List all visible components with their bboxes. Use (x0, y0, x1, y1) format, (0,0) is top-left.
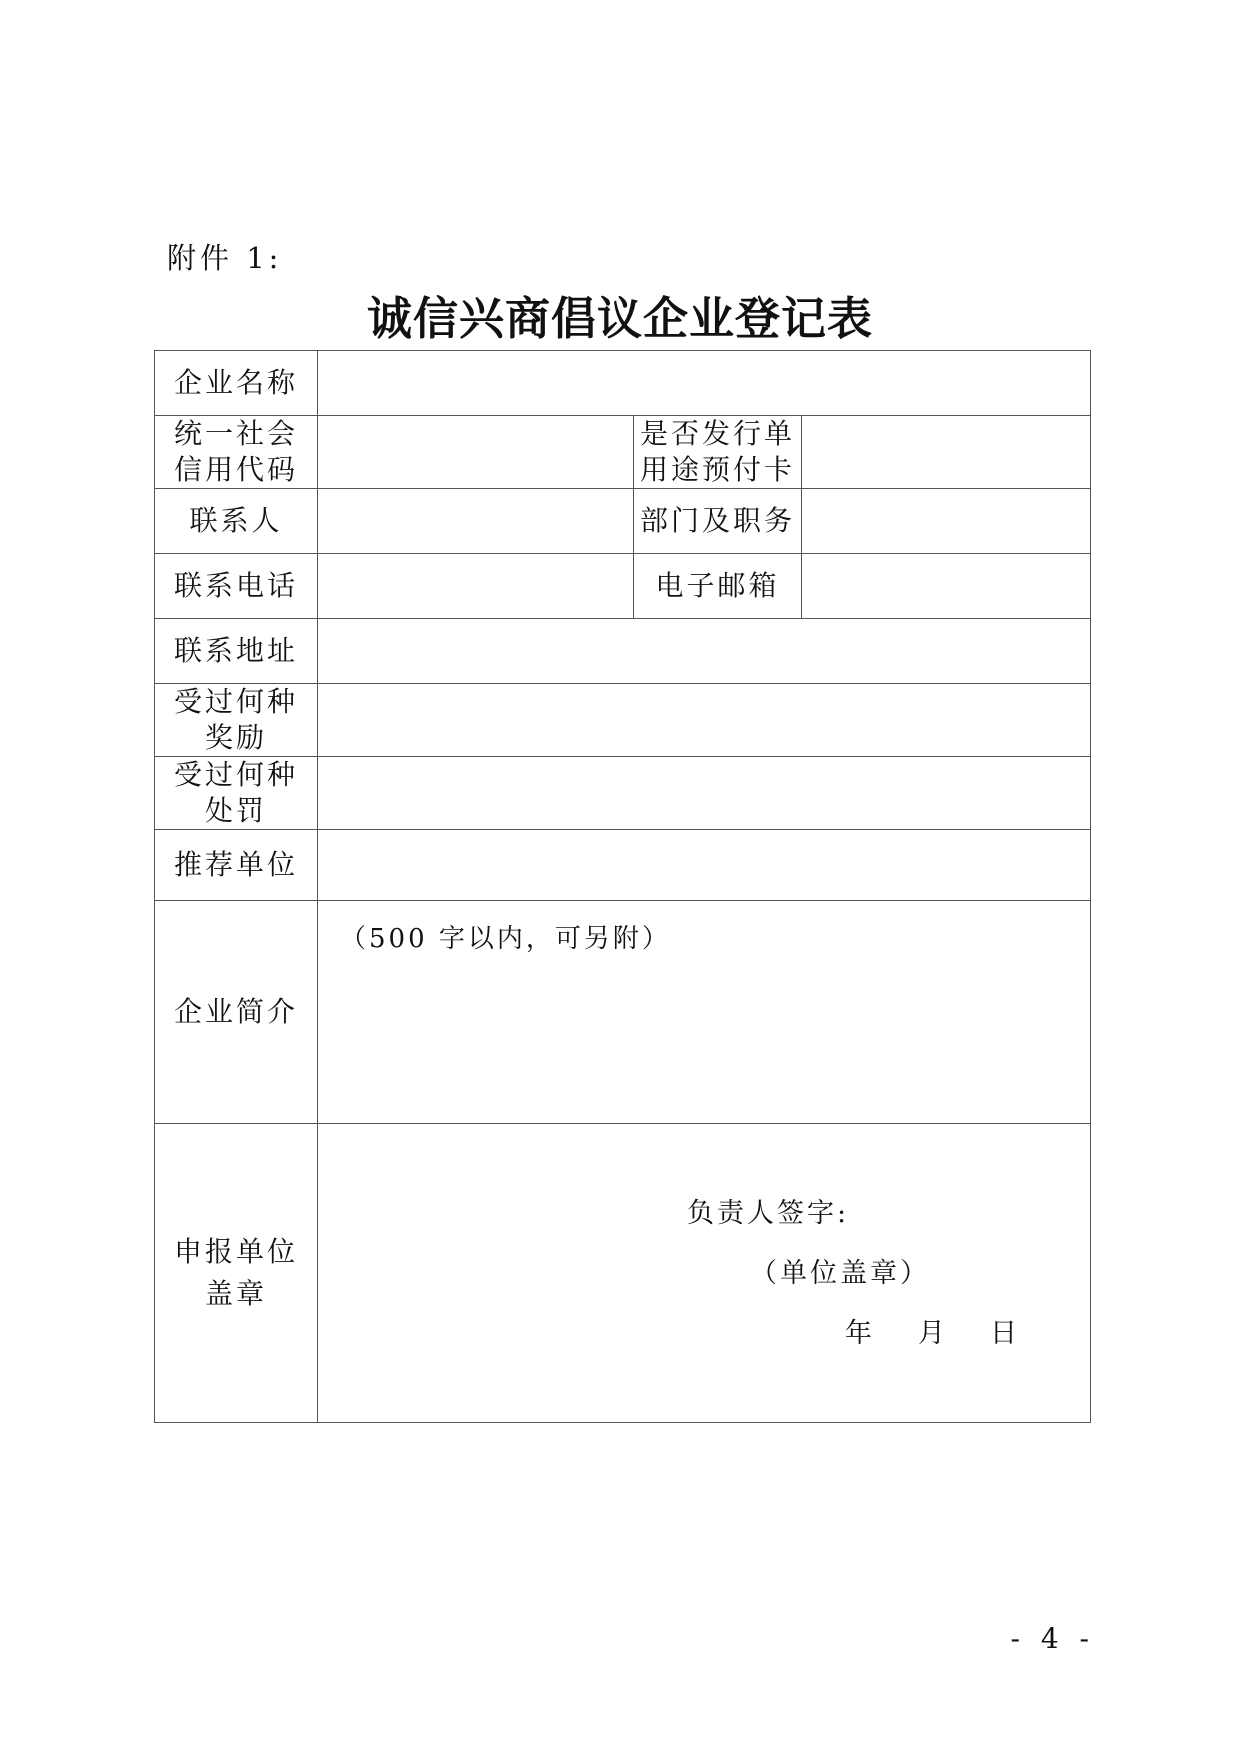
credit-code-field[interactable] (318, 416, 634, 489)
row-credit-code (155, 416, 1091, 489)
form-title: 诚信兴商倡议企业登记表 (366, 292, 873, 345)
credit-code-label-line1: 统一社会 (173, 417, 298, 450)
row-company-name (155, 351, 1091, 416)
company-name-field[interactable] (318, 351, 1091, 416)
date-year: 年 (845, 1318, 875, 1349)
dept-position-label: 部门及职务 (634, 489, 802, 554)
unit-seal-text: （单位盖章） (750, 1258, 930, 1289)
recommender-label: 推荐单位 (155, 830, 318, 901)
address-field[interactable] (318, 619, 1091, 684)
prepaid-card-label-line1: 是否发行单 (639, 417, 795, 450)
row-contact-person (155, 489, 1091, 554)
seal-field[interactable] (318, 1124, 1091, 1423)
address-label: 联系地址 (155, 619, 318, 684)
prepaid-card-label-line2: 用途预付卡 (639, 453, 795, 486)
signature-text: 负责人签字: (687, 1198, 850, 1229)
penalties-field[interactable] (318, 757, 1091, 830)
date-day: 日 (990, 1318, 1020, 1349)
contact-person-label: 联系人 (155, 489, 318, 554)
penalties-label (155, 757, 318, 830)
company-intro-field[interactable] (318, 901, 1091, 1124)
attachment-label: 附件 1: (167, 241, 283, 275)
email-field[interactable] (802, 554, 1091, 619)
row-seal (155, 1124, 1091, 1423)
seal-label (155, 1124, 318, 1423)
row-recommender (155, 830, 1091, 901)
awards-field[interactable] (318, 684, 1091, 757)
awards-label-line2: 奖励 (204, 721, 267, 754)
phone-label: 联系电话 (155, 554, 318, 619)
penalties-label-line2: 处罚 (204, 794, 267, 827)
penalties-label-line1: 受过何种 (173, 758, 298, 791)
date-month: 月 (918, 1318, 948, 1349)
awards-label (155, 684, 318, 757)
seal-label-line2: 盖章 (204, 1277, 267, 1310)
row-company-intro (155, 901, 1091, 1124)
email-label: 电子邮箱 (634, 554, 802, 619)
company-intro-note: （500 字以内，可另附） (340, 924, 671, 954)
row-address (155, 619, 1091, 684)
contact-person-field[interactable] (318, 489, 634, 554)
prepaid-card-label (634, 416, 802, 489)
awards-label-line1: 受过何种 (173, 685, 298, 718)
row-penalties (155, 757, 1091, 830)
phone-field[interactable] (318, 554, 634, 619)
prepaid-card-field[interactable] (802, 416, 1091, 489)
page-number: - 4 - (1010, 1622, 1095, 1655)
credit-code-label (155, 416, 318, 489)
row-phone-email (155, 554, 1091, 619)
dept-position-field[interactable] (802, 489, 1091, 554)
seal-label-line1: 申报单位 (173, 1235, 298, 1268)
row-awards (155, 684, 1091, 757)
company-intro-label: 企业简介 (155, 901, 318, 1124)
credit-code-label-line2: 信用代码 (173, 453, 298, 486)
company-name-label: 企业名称 (155, 351, 318, 416)
registration-form-table (154, 350, 1091, 1423)
recommender-field[interactable] (318, 830, 1091, 901)
